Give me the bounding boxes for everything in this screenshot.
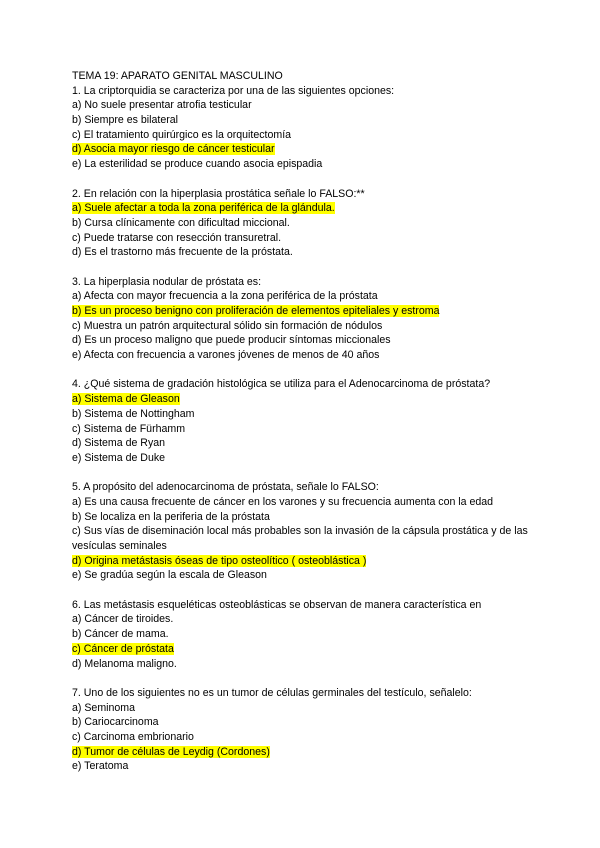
question-stem: 2. En relación con la hiperplasia prostática señale lo FALSO:** [72,187,365,200]
question-7 [72,686,532,774]
option-c: c) El tratamiento quirúrgico es la orquitectomía [72,128,292,141]
highlighted-answer: d) Asocia mayor riesgo de cáncer testicular [72,143,275,156]
option-a: a) Seminoma [72,701,135,714]
question-3 [72,275,532,363]
option-d: d) Melanoma maligno. [72,657,177,670]
option-a: a) Afecta con mayor frecuencia a la zona periférica de la próstata [72,290,378,303]
highlighted-answer: c) Cáncer de próstata [72,642,174,655]
page-title: TEMA 19: APARATO GENITAL MASCULINO [72,70,283,82]
spacer [72,583,532,598]
option-e: e) Teratoma [72,760,129,773]
question-6 [72,598,532,671]
spacer [72,260,532,275]
option-c: c) Muestra un patrón arquitectural sólido sin formación de nódulos [72,319,383,332]
option-b: b) Cáncer de mama. [72,628,169,641]
spacer [72,671,532,686]
option-a: a) Es una causa frecuente de cáncer en los varones y su frecuencia aumenta con la edad [72,495,494,508]
question-stem: 4. ¿Qué sistema de gradación histológica se utiliza para el Adenocarcinoma de próstata? [72,378,491,391]
question-stem: 1. La criptorquidia se caracteriza por una de las siguientes opciones: [72,84,395,97]
highlighted-answer: b) Es un proceso benigno con proliferación de elementos epiteliales y estroma [72,305,440,317]
option-d-correct [72,554,532,569]
spacer [72,466,532,481]
option-a-correct [72,201,532,216]
option-c: c) Carcinoma embrionario [72,730,194,743]
option-e: e) La esterilidad se produce cuando asocia epispadia [72,158,323,171]
question-4 [72,377,532,465]
question-1 [72,84,532,172]
document-page [72,69,532,774]
option-d: d) Sistema de Ryan [72,437,166,450]
option-c: c) Sus vías de diseminación local más probables son la invasión de la cápsula prostática y de las vesículas seminales [72,525,528,553]
option-e: e) Se gradúa según la escala de Gleason [72,569,267,582]
option-d-correct [72,745,532,760]
question-stem: 5. A propósito del adenocarcinoma de próstata, señale lo FALSO: [72,481,379,494]
option-b: b) Siempre es bilateral [72,114,178,127]
option-a: a) Cáncer de tiroides. [72,613,174,626]
highlighted-answer: a) Suele afectar a toda la zona periférica de la glándula. [72,202,335,215]
option-b-correct [72,304,532,319]
option-c: c) Puede tratarse con resección transuretral. [72,231,282,244]
question-stem: 7. Uno de los siguientes no es un tumor de células germinales del testículo, señalelo: [72,686,472,699]
question-stem: 3. La hiperplasia nodular de próstata es: [72,275,262,288]
highlighted-answer: d) Tumor de células de Leydig (Cordones) [72,745,270,758]
highlighted-answer: a) Sistema de Gleason [72,393,180,406]
question-2 [72,187,532,260]
option-c: c) Sistema de Fürhamm [72,422,186,435]
option-e: e) Sistema de Duke [72,451,166,464]
question-stem: 6. Las metástasis esqueléticas osteoblásticas se observan de manera característica en [72,598,482,611]
option-b: b) Cursa clínicamente con dificultad miccional. [72,216,290,229]
option-b: b) Sistema de Nottingham [72,407,195,420]
option-a: a) No suele presentar atrofia testicular [72,99,252,112]
option-c-correct [72,642,532,657]
option-b: b) Se localiza en la periferia de la próstata [72,510,270,523]
option-d: d) Es un proceso maligno que puede producir síntomas miccionales [72,334,391,347]
option-e: e) Afecta con frecuencia a varones jóvenes de menos de 40 años [72,349,380,362]
question-5 [72,480,532,583]
spacer [72,172,532,187]
highlighted-answer: d) Origina metástasis óseas de tipo osteolítico ( osteoblástica ) [72,554,367,567]
option-b: b) Cariocarcinoma [72,716,159,729]
option-a-correct [72,392,532,407]
option-d: d) Es el trastorno más frecuente de la próstata. [72,246,293,259]
option-d-correct [72,142,532,157]
spacer [72,363,532,378]
